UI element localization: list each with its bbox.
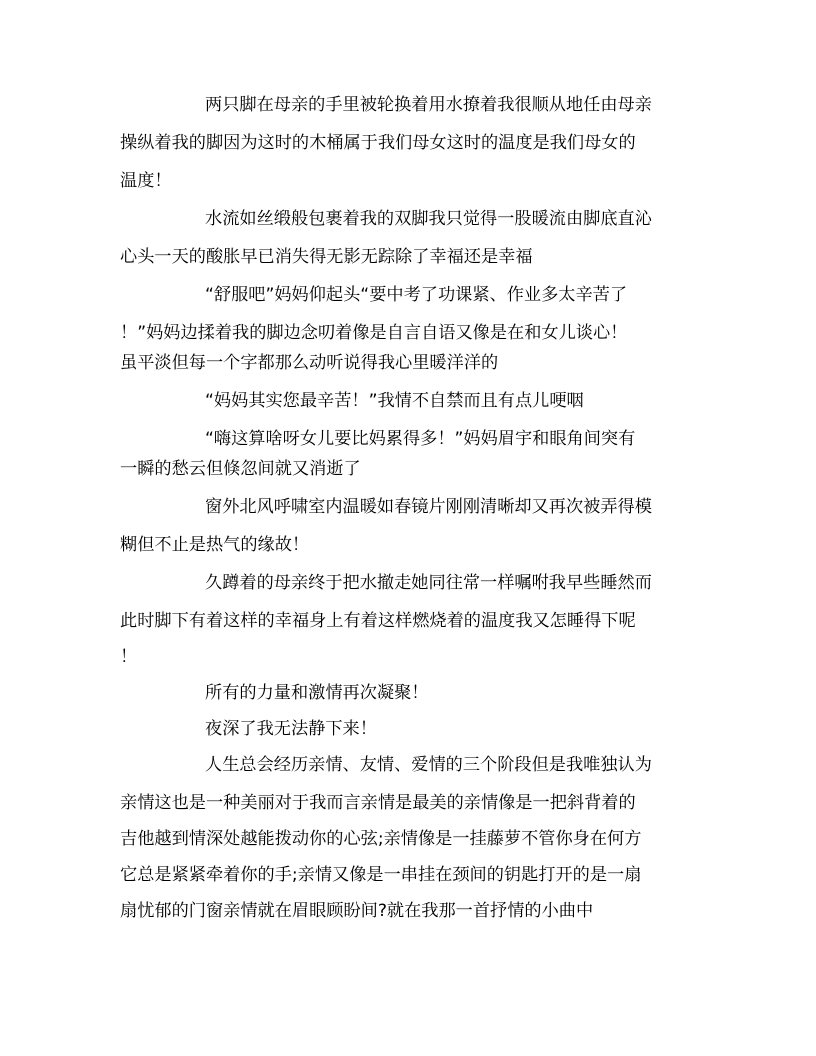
text-line: 操纵着我的脚因为这时的木桶属于我们母女这时的温度是我们母女的: [120, 133, 636, 153]
text-line: 吉他越到情深处越能拨动你的心弦;亲情像是一挂藤萝不管你身在何方: [120, 829, 642, 849]
text-line: ！: [120, 647, 138, 667]
text-line: “舒服吧”妈妈仰起头“要中考了功课紧、作业多太辛苦了: [205, 285, 628, 305]
text-line: 此时脚下有着这样的幸福身上有着这样燃烧着的温度我又怎睡得下呢: [120, 611, 636, 631]
text-line: 心头一天的酸胀早已消失得无影无踪除了幸福还是幸福: [120, 247, 533, 267]
text-line: 糊但不止是热气的缘故！: [120, 535, 310, 555]
text-line: 虽平淡但每一个字都那么动听说得我心里暖洋洋的: [120, 353, 499, 373]
text-line: 所有的力量和激情再次凝聚！: [205, 683, 429, 703]
text-line: 亲情这也是一种美丽对于我而言亲情是最美的亲情像是一把斜背着的: [120, 793, 636, 813]
text-line: “妈妈其实您最辛苦！”我情不自禁而且有点儿哽咽: [205, 391, 584, 411]
text-line: 人生总会经历亲情、友情、爱情的三个阶段但是我唯独认为: [205, 755, 652, 775]
text-line: “嗨这算啥呀女儿要比妈累得多！”妈妈眉宇和眼角间突有: [205, 429, 636, 449]
text-line: 扇忧郁的门窗亲情就在眉眼顾盼间?就在我那一首抒情的小曲中: [120, 901, 594, 921]
text-line: 久蹲着的母亲终于把水撤走她同往常一样嘱咐我早些睡然而: [205, 573, 652, 593]
text-line: 水流如丝缎般包裹着我的双脚我只觉得一股暖流由脚底直沁: [205, 209, 652, 229]
text-line: 它总是紧紧牵着你的手;亲情又像是一串挂在颈间的钥匙打开的是一扇: [120, 865, 642, 885]
text-line: 夜深了我无法静下来！: [205, 719, 377, 739]
text-line: 温度！: [120, 171, 172, 191]
text-line: ！”妈妈边揉着我的脚边念叨着像是自言自语又像是在和女儿谈心！: [120, 323, 628, 343]
text-line: 两只脚在母亲的手里被轮换着用水撩着我很顺从地任由母亲: [205, 95, 652, 115]
text-line: 窗外北风呼啸室内温暖如春镜片刚刚清晰却又再次被弄得模: [205, 497, 652, 517]
text-line: 一瞬的愁云但倏忽间就又消逝了: [120, 459, 361, 479]
